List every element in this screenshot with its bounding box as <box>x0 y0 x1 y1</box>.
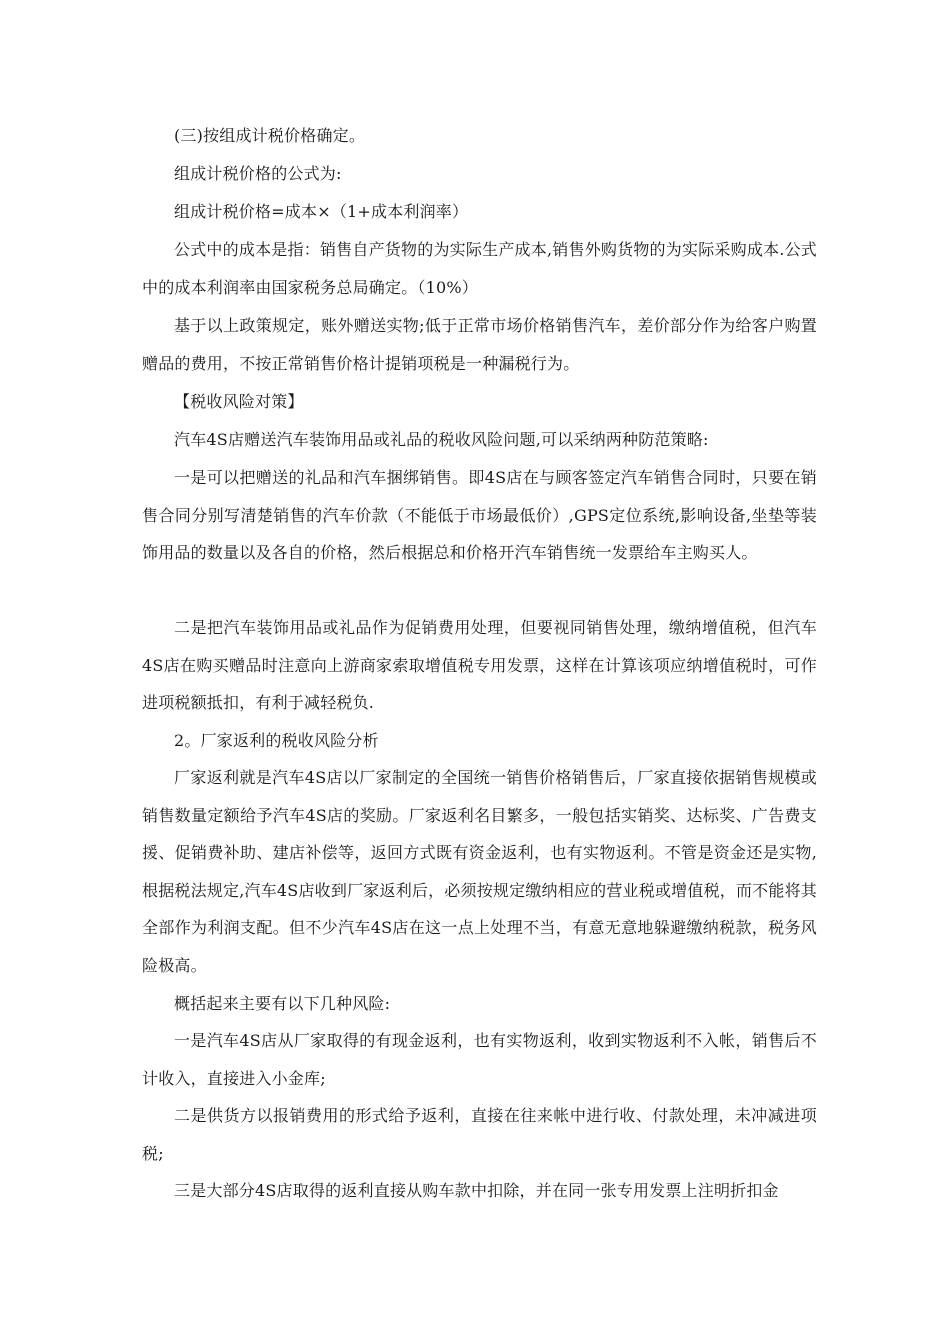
paragraph-strategy-two: 二是把汽车装饰用品或礼品作为促销费用处理，但要视同销售处理，缴纳增值税，但汽车4S店在购买赠品时注意向上游商家索取增值税专用发票，这样在计算该项应纳增值税时，可作进项税额抵扣，有利于减轻税负. <box>142 618 817 713</box>
section-heading-tax-risk-countermeasures: 【税收风险对策】 <box>174 392 304 411</box>
paragraph-risk-three: 三是大部分4S店取得的返利直接从购车款中扣除，并在同一张专用发票上注明折扣金 <box>174 1181 779 1200</box>
paragraph-strategy-one: 一是可以把赠送的礼品和汽车捆绑销售。即4S店在与顾客签定汽车销售合同时，只要在销售合同分别写清楚销售的汽车价款（不能低于市场最低价）,GPS定位系统,影响设备,坐垫等装饰用品的数量以及各自的价格，然后根据总和价格开汽车销售统一发票给车主购买人。 <box>142 468 817 563</box>
paragraph-policy-conclusion: 基于以上政策规定，账外赠送实物;低于正常市场价格销售汽车，差价部分作为给客户购置赠品的费用，不按正常销售价格计提销项税是一种漏税行为。 <box>142 316 817 373</box>
paragraph-formula: 组成计税价格=成本×（1+成本利润率） <box>174 202 469 221</box>
paragraph-rebate-definition: 厂家返利就是汽车4S店以厂家制定的全国统一销售价格销售后，厂家直接依据销售规模或销售数量定额给予汽车4S店的奖励。厂家返利名目繁多，一般包括实销奖、达标奖、广告费支援、促销费补助、建店补偿等，返回方式既有资金返利，也有实物返利。不管是资金还是实物,根据税法规定,汽车4S店收到厂家返利后，必须按规定缴纳相应的营业税或增值税，而不能将其全部作为利润支配。但不少汽车4S店在这一点上处理不当，有意无意地躲避缴纳税款，税务风险极高。 <box>142 768 817 975</box>
paragraph-risk-one: 一是汽车4S店从厂家取得的有现金返利，也有实物返利，收到实物返利不入帐，销售后不计收入，直接进入小金库; <box>142 1031 817 1088</box>
paragraph-cost-definition: 公式中的成本是指：销售自产货物的为实际生产成本,销售外购货物的为实际采购成本.公式中的成本利润率由国家税务总局确定。（10%） <box>142 240 817 297</box>
section-heading-rebate-risk: 2。厂家返利的税收风险分析 <box>174 731 379 750</box>
paragraph-risks-summary: 概括起来主要有以下几种风险: <box>174 994 391 1013</box>
paragraph-formula-intro: 组成计税价格的公式为: <box>174 164 342 183</box>
paragraph-risk-two: 二是供货方以报销费用的形式给予返利，直接在往来帐中进行收、付款处理，未冲减进项税; <box>142 1106 817 1163</box>
paragraph-strategies-intro: 汽车4S店赠送汽车装饰用品或礼品的税收风险问题,可以采纳两种防范策略: <box>174 430 709 449</box>
paragraph-valuation-method: (三)按组成计税价格确定。 <box>174 126 366 145</box>
